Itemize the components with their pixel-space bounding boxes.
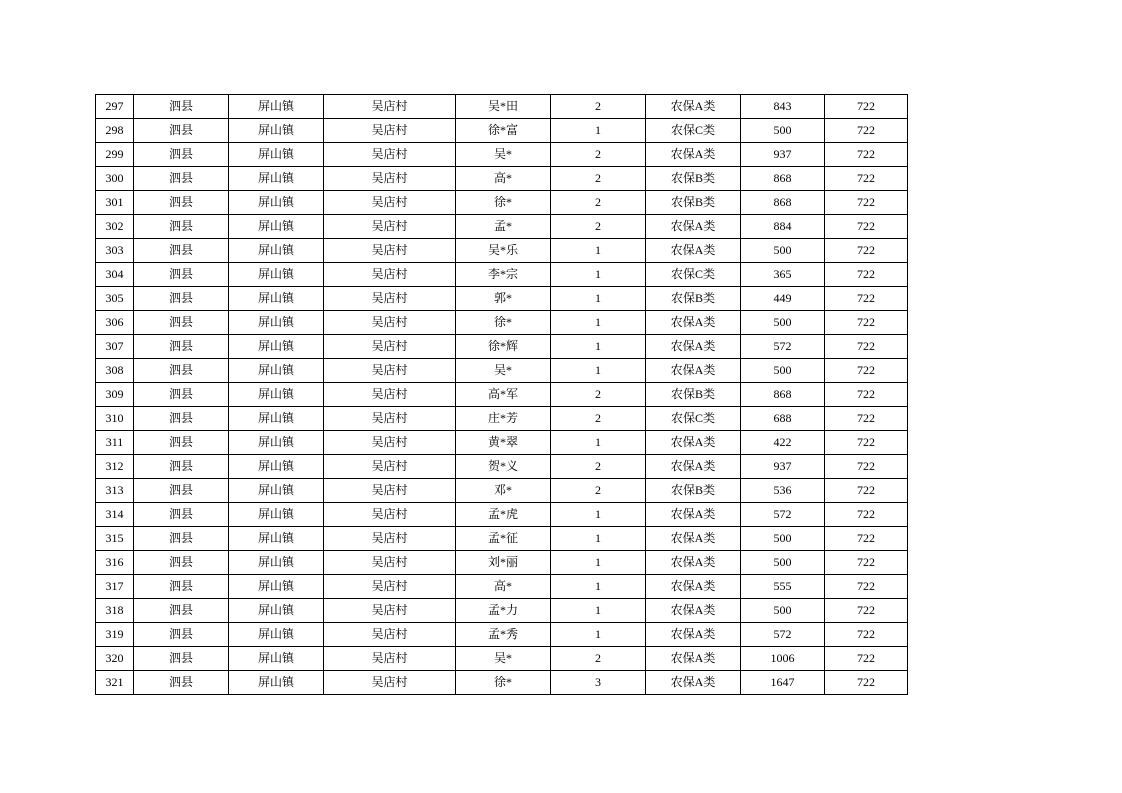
town-cell: 屏山镇 xyxy=(229,215,324,239)
county-cell: 泗县 xyxy=(134,95,229,119)
standard-cell: 722 xyxy=(825,239,908,263)
category-cell: 农保A类 xyxy=(646,311,741,335)
table-row xyxy=(96,191,908,215)
table-row xyxy=(96,599,908,623)
table-row xyxy=(96,119,908,143)
name-cell: 吴* xyxy=(456,359,551,383)
standard-cell: 722 xyxy=(825,359,908,383)
county-cell: 泗县 xyxy=(134,239,229,263)
town-cell: 屏山镇 xyxy=(229,311,324,335)
household-size-cell: 2 xyxy=(551,647,646,671)
standard-cell: 722 xyxy=(825,191,908,215)
name-cell: 高*军 xyxy=(456,383,551,407)
category-cell: 农保A类 xyxy=(646,599,741,623)
standard-cell: 722 xyxy=(825,287,908,311)
town-cell: 屏山镇 xyxy=(229,359,324,383)
village-cell: 吴店村 xyxy=(324,527,456,551)
village-cell: 吴店村 xyxy=(324,239,456,263)
table-row xyxy=(96,335,908,359)
household-size-cell: 2 xyxy=(551,143,646,167)
village-cell: 吴店村 xyxy=(324,551,456,575)
town-cell: 屏山镇 xyxy=(229,671,324,695)
county-cell: 泗县 xyxy=(134,383,229,407)
category-cell: 农保A类 xyxy=(646,671,741,695)
row-number-cell: 298 xyxy=(96,119,134,143)
village-cell: 吴店村 xyxy=(324,431,456,455)
name-cell: 孟*虎 xyxy=(456,503,551,527)
amount-cell: 1006 xyxy=(741,647,825,671)
household-size-cell: 1 xyxy=(551,527,646,551)
village-cell: 吴店村 xyxy=(324,647,456,671)
amount-cell: 572 xyxy=(741,623,825,647)
town-cell: 屏山镇 xyxy=(229,239,324,263)
household-size-cell: 2 xyxy=(551,479,646,503)
amount-cell: 868 xyxy=(741,191,825,215)
name-cell: 高* xyxy=(456,575,551,599)
county-cell: 泗县 xyxy=(134,263,229,287)
table-row xyxy=(96,575,908,599)
category-cell: 农保A类 xyxy=(646,551,741,575)
household-size-cell: 2 xyxy=(551,455,646,479)
village-cell: 吴店村 xyxy=(324,311,456,335)
name-cell: 黄*翠 xyxy=(456,431,551,455)
row-number-cell: 319 xyxy=(96,623,134,647)
household-size-cell: 1 xyxy=(551,359,646,383)
table-row xyxy=(96,647,908,671)
category-cell: 农保A类 xyxy=(646,335,741,359)
household-size-cell: 1 xyxy=(551,311,646,335)
village-cell: 吴店村 xyxy=(324,407,456,431)
row-number-cell: 318 xyxy=(96,599,134,623)
table-row xyxy=(96,671,908,695)
town-cell: 屏山镇 xyxy=(229,551,324,575)
standard-cell: 722 xyxy=(825,95,908,119)
table-row xyxy=(96,455,908,479)
amount-cell: 572 xyxy=(741,335,825,359)
category-cell: 农保B类 xyxy=(646,479,741,503)
amount-cell: 500 xyxy=(741,119,825,143)
amount-cell: 500 xyxy=(741,311,825,335)
amount-cell: 365 xyxy=(741,263,825,287)
row-number-cell: 317 xyxy=(96,575,134,599)
table-row xyxy=(96,551,908,575)
amount-cell: 449 xyxy=(741,287,825,311)
table-row xyxy=(96,479,908,503)
county-cell: 泗县 xyxy=(134,479,229,503)
name-cell: 徐* xyxy=(456,671,551,695)
category-cell: 农保A类 xyxy=(646,95,741,119)
village-cell: 吴店村 xyxy=(324,263,456,287)
category-cell: 农保A类 xyxy=(646,431,741,455)
town-cell: 屏山镇 xyxy=(229,335,324,359)
name-cell: 孟*力 xyxy=(456,599,551,623)
amount-cell: 500 xyxy=(741,551,825,575)
household-size-cell: 1 xyxy=(551,119,646,143)
town-cell: 屏山镇 xyxy=(229,383,324,407)
table-row xyxy=(96,263,908,287)
table-row xyxy=(96,383,908,407)
town-cell: 屏山镇 xyxy=(229,503,324,527)
household-size-cell: 1 xyxy=(551,263,646,287)
county-cell: 泗县 xyxy=(134,287,229,311)
village-cell: 吴店村 xyxy=(324,383,456,407)
village-cell: 吴店村 xyxy=(324,95,456,119)
town-cell: 屏山镇 xyxy=(229,647,324,671)
town-cell: 屏山镇 xyxy=(229,167,324,191)
standard-cell: 722 xyxy=(825,407,908,431)
town-cell: 屏山镇 xyxy=(229,455,324,479)
amount-cell: 500 xyxy=(741,599,825,623)
village-cell: 吴店村 xyxy=(324,503,456,527)
town-cell: 屏山镇 xyxy=(229,527,324,551)
household-size-cell: 2 xyxy=(551,383,646,407)
county-cell: 泗县 xyxy=(134,119,229,143)
amount-cell: 868 xyxy=(741,383,825,407)
county-cell: 泗县 xyxy=(134,623,229,647)
category-cell: 农保B类 xyxy=(646,191,741,215)
standard-cell: 722 xyxy=(825,575,908,599)
standard-cell: 722 xyxy=(825,551,908,575)
household-size-cell: 3 xyxy=(551,671,646,695)
table-row xyxy=(96,143,908,167)
name-cell: 徐* xyxy=(456,191,551,215)
name-cell: 贺*义 xyxy=(456,455,551,479)
row-number-cell: 302 xyxy=(96,215,134,239)
category-cell: 农保B类 xyxy=(646,287,741,311)
standard-cell: 722 xyxy=(825,167,908,191)
table-row xyxy=(96,503,908,527)
county-cell: 泗县 xyxy=(134,407,229,431)
village-cell: 吴店村 xyxy=(324,191,456,215)
name-cell: 吴*乐 xyxy=(456,239,551,263)
village-cell: 吴店村 xyxy=(324,143,456,167)
name-cell: 徐* xyxy=(456,311,551,335)
standard-cell: 722 xyxy=(825,143,908,167)
county-cell: 泗县 xyxy=(134,647,229,671)
town-cell: 屏山镇 xyxy=(229,431,324,455)
name-cell: 李*宗 xyxy=(456,263,551,287)
name-cell: 庄*芳 xyxy=(456,407,551,431)
household-size-cell: 1 xyxy=(551,287,646,311)
name-cell: 吴* xyxy=(456,647,551,671)
household-size-cell: 2 xyxy=(551,167,646,191)
town-cell: 屏山镇 xyxy=(229,143,324,167)
county-cell: 泗县 xyxy=(134,335,229,359)
name-cell: 徐*辉 xyxy=(456,335,551,359)
table-row xyxy=(96,359,908,383)
standard-cell: 722 xyxy=(825,479,908,503)
table-row xyxy=(96,527,908,551)
household-size-cell: 2 xyxy=(551,95,646,119)
household-size-cell: 1 xyxy=(551,431,646,455)
row-number-cell: 315 xyxy=(96,527,134,551)
household-size-cell: 1 xyxy=(551,599,646,623)
village-cell: 吴店村 xyxy=(324,287,456,311)
household-size-cell: 1 xyxy=(551,503,646,527)
category-cell: 农保A类 xyxy=(646,359,741,383)
standard-cell: 722 xyxy=(825,527,908,551)
standard-cell: 722 xyxy=(825,383,908,407)
name-cell: 吴* xyxy=(456,143,551,167)
amount-cell: 937 xyxy=(741,455,825,479)
name-cell: 邓* xyxy=(456,479,551,503)
name-cell: 孟*征 xyxy=(456,527,551,551)
category-cell: 农保A类 xyxy=(646,215,741,239)
roster-table-body xyxy=(96,95,908,695)
table-row xyxy=(96,287,908,311)
village-cell: 吴店村 xyxy=(324,575,456,599)
amount-cell: 884 xyxy=(741,215,825,239)
town-cell: 屏山镇 xyxy=(229,287,324,311)
household-size-cell: 2 xyxy=(551,407,646,431)
row-number-cell: 301 xyxy=(96,191,134,215)
amount-cell: 536 xyxy=(741,479,825,503)
town-cell: 屏山镇 xyxy=(229,191,324,215)
village-cell: 吴店村 xyxy=(324,119,456,143)
village-cell: 吴店村 xyxy=(324,215,456,239)
row-number-cell: 312 xyxy=(96,455,134,479)
amount-cell: 1647 xyxy=(741,671,825,695)
household-size-cell: 1 xyxy=(551,575,646,599)
row-number-cell: 311 xyxy=(96,431,134,455)
category-cell: 农保A类 xyxy=(646,503,741,527)
village-cell: 吴店村 xyxy=(324,455,456,479)
row-number-cell: 300 xyxy=(96,167,134,191)
household-size-cell: 1 xyxy=(551,623,646,647)
amount-cell: 868 xyxy=(741,167,825,191)
category-cell: 农保A类 xyxy=(646,647,741,671)
amount-cell: 500 xyxy=(741,359,825,383)
village-cell: 吴店村 xyxy=(324,359,456,383)
household-size-cell: 2 xyxy=(551,191,646,215)
row-number-cell: 308 xyxy=(96,359,134,383)
table-row xyxy=(96,407,908,431)
table-row xyxy=(96,215,908,239)
county-cell: 泗县 xyxy=(134,191,229,215)
standard-cell: 722 xyxy=(825,671,908,695)
category-cell: 农保C类 xyxy=(646,119,741,143)
village-cell: 吴店村 xyxy=(324,167,456,191)
household-size-cell: 1 xyxy=(551,551,646,575)
row-number-cell: 321 xyxy=(96,671,134,695)
town-cell: 屏山镇 xyxy=(229,599,324,623)
county-cell: 泗县 xyxy=(134,359,229,383)
county-cell: 泗县 xyxy=(134,455,229,479)
standard-cell: 722 xyxy=(825,215,908,239)
name-cell: 孟* xyxy=(456,215,551,239)
table-row xyxy=(96,239,908,263)
name-cell: 高* xyxy=(456,167,551,191)
category-cell: 农保C类 xyxy=(646,263,741,287)
county-cell: 泗县 xyxy=(134,167,229,191)
village-cell: 吴店村 xyxy=(324,335,456,359)
amount-cell: 555 xyxy=(741,575,825,599)
name-cell: 吴*田 xyxy=(456,95,551,119)
town-cell: 屏山镇 xyxy=(229,623,324,647)
row-number-cell: 320 xyxy=(96,647,134,671)
table-row xyxy=(96,311,908,335)
amount-cell: 500 xyxy=(741,527,825,551)
category-cell: 农保A类 xyxy=(646,575,741,599)
table-row xyxy=(96,431,908,455)
standard-cell: 722 xyxy=(825,623,908,647)
name-cell: 徐*富 xyxy=(456,119,551,143)
village-cell: 吴店村 xyxy=(324,599,456,623)
row-number-cell: 303 xyxy=(96,239,134,263)
standard-cell: 722 xyxy=(825,599,908,623)
row-number-cell: 299 xyxy=(96,143,134,167)
village-cell: 吴店村 xyxy=(324,479,456,503)
amount-cell: 572 xyxy=(741,503,825,527)
county-cell: 泗县 xyxy=(134,215,229,239)
table-row xyxy=(96,167,908,191)
standard-cell: 722 xyxy=(825,119,908,143)
town-cell: 屏山镇 xyxy=(229,575,324,599)
category-cell: 农保B类 xyxy=(646,167,741,191)
category-cell: 农保A类 xyxy=(646,143,741,167)
standard-cell: 722 xyxy=(825,455,908,479)
name-cell: 郭* xyxy=(456,287,551,311)
row-number-cell: 297 xyxy=(96,95,134,119)
amount-cell: 688 xyxy=(741,407,825,431)
town-cell: 屏山镇 xyxy=(229,95,324,119)
amount-cell: 937 xyxy=(741,143,825,167)
category-cell: 农保A类 xyxy=(646,239,741,263)
row-number-cell: 304 xyxy=(96,263,134,287)
category-cell: 农保A类 xyxy=(646,527,741,551)
village-cell: 吴店村 xyxy=(324,671,456,695)
amount-cell: 422 xyxy=(741,431,825,455)
standard-cell: 722 xyxy=(825,503,908,527)
table-row xyxy=(96,623,908,647)
county-cell: 泗县 xyxy=(134,671,229,695)
county-cell: 泗县 xyxy=(134,575,229,599)
standard-cell: 722 xyxy=(825,263,908,287)
standard-cell: 722 xyxy=(825,335,908,359)
row-number-cell: 314 xyxy=(96,503,134,527)
row-number-cell: 306 xyxy=(96,311,134,335)
household-size-cell: 1 xyxy=(551,239,646,263)
county-cell: 泗县 xyxy=(134,551,229,575)
row-number-cell: 305 xyxy=(96,287,134,311)
county-cell: 泗县 xyxy=(134,599,229,623)
household-size-cell: 2 xyxy=(551,215,646,239)
category-cell: 农保A类 xyxy=(646,623,741,647)
standard-cell: 722 xyxy=(825,431,908,455)
standard-cell: 722 xyxy=(825,311,908,335)
category-cell: 农保C类 xyxy=(646,407,741,431)
row-number-cell: 310 xyxy=(96,407,134,431)
row-number-cell: 309 xyxy=(96,383,134,407)
county-cell: 泗县 xyxy=(134,143,229,167)
amount-cell: 500 xyxy=(741,239,825,263)
county-cell: 泗县 xyxy=(134,503,229,527)
household-size-cell: 1 xyxy=(551,335,646,359)
name-cell: 孟*秀 xyxy=(456,623,551,647)
town-cell: 屏山镇 xyxy=(229,119,324,143)
amount-cell: 843 xyxy=(741,95,825,119)
roster-table xyxy=(95,94,908,695)
name-cell: 刘*丽 xyxy=(456,551,551,575)
town-cell: 屏山镇 xyxy=(229,263,324,287)
table-row xyxy=(96,95,908,119)
row-number-cell: 316 xyxy=(96,551,134,575)
village-cell: 吴店村 xyxy=(324,623,456,647)
county-cell: 泗县 xyxy=(134,311,229,335)
row-number-cell: 307 xyxy=(96,335,134,359)
county-cell: 泗县 xyxy=(134,527,229,551)
category-cell: 农保B类 xyxy=(646,383,741,407)
town-cell: 屏山镇 xyxy=(229,407,324,431)
standard-cell: 722 xyxy=(825,647,908,671)
row-number-cell: 313 xyxy=(96,479,134,503)
category-cell: 农保A类 xyxy=(646,455,741,479)
county-cell: 泗县 xyxy=(134,431,229,455)
town-cell: 屏山镇 xyxy=(229,479,324,503)
